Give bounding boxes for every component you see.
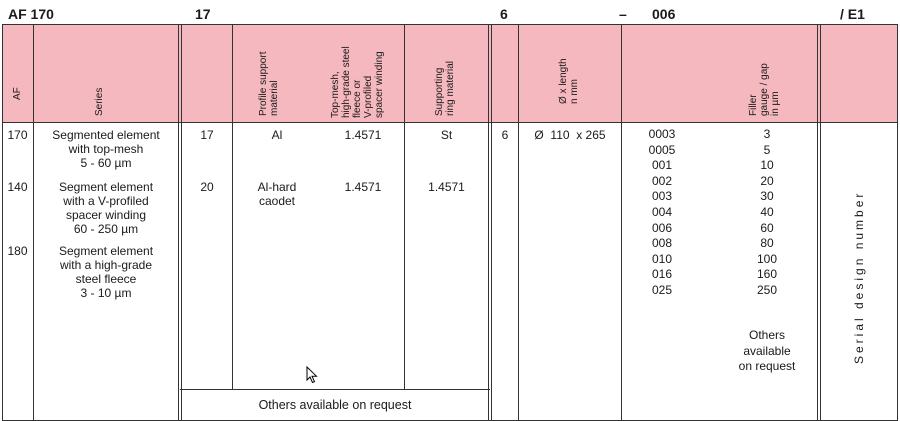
header-supporting-ring: Supporting ring material — [434, 60, 456, 116]
others-available-note: Others available on request — [258, 398, 412, 412]
serial-code-title: / E1 — [840, 6, 865, 22]
series-row-2: Segment element with a V-profiled spacer winding 60 - 250 µm — [58, 180, 154, 236]
filler-value: 3 — [763, 127, 771, 141]
filler-value: 40 — [760, 204, 774, 219]
series-code-20: 20 — [200, 180, 214, 194]
series-code-17: 17 — [200, 128, 214, 142]
filler-code: 002 — [651, 173, 673, 188]
filler-value: 20 — [760, 173, 774, 188]
topmesh-row-1: 1.4571 — [344, 128, 382, 142]
af-value-170: 170 — [7, 128, 28, 142]
filler-value-list — [737, 127, 797, 299]
header-filler-gauge: Filler gauge / gap in µm — [748, 63, 781, 116]
filler-code-title: 006 — [652, 6, 676, 22]
filler-value: 80 — [760, 236, 774, 251]
ring-material-row-2: 1.4571 — [428, 180, 465, 194]
af-value-140: 140 — [7, 180, 28, 194]
header-af: AF — [12, 87, 23, 100]
filler-code: 006 — [651, 220, 673, 235]
filler-code: 016 — [651, 267, 673, 282]
header-series: Series — [94, 87, 105, 116]
series-row-1: Segmented element with top-mesh 5 - 60 µm — [52, 128, 160, 170]
header-diameter-length: Ø x length n mm — [558, 58, 580, 104]
series-row-3: Segment element with a high-grade steel fleece 3 - 10 µm — [58, 244, 154, 300]
filler-value: 10 — [760, 158, 774, 173]
length-dimension: Ø 110 x 265 — [534, 128, 606, 142]
filler-code: 008 — [651, 236, 673, 251]
filler-value: 60 — [760, 220, 774, 235]
filler-code: 025 — [651, 282, 673, 297]
length-code: 6 — [501, 128, 509, 142]
filler-code-list — [630, 127, 694, 299]
af-value-180: 180 — [7, 244, 28, 258]
mouse-cursor-icon — [306, 366, 318, 384]
filler-code: 004 — [651, 204, 673, 219]
serial-design-number-label: Serial design number — [852, 190, 866, 364]
filler-value: 250 — [756, 282, 778, 297]
profile-material-row-1: Al — [271, 128, 283, 142]
header-top-mesh: Top-mesh, high-grade steel fleece or V-profiled spacer winding — [330, 46, 385, 118]
filler-value: 5 — [763, 142, 771, 157]
dash-title: – — [619, 6, 627, 22]
series-code-title: 17 — [195, 6, 211, 22]
filler-value: 160 — [756, 267, 778, 282]
ring-material-row-1: St — [440, 128, 453, 142]
filler-code: 001 — [651, 158, 673, 173]
filler-code: 0003 — [648, 127, 676, 141]
filler-code: 010 — [651, 251, 673, 266]
filler-code: 0005 — [648, 142, 676, 157]
topmesh-row-2: 1.4571 — [344, 180, 382, 194]
filler-value: 100 — [756, 251, 778, 266]
filler-code: 003 — [651, 189, 673, 204]
filler-value: 30 — [760, 189, 774, 204]
profile-material-row-2: Al-hard caodet — [257, 180, 297, 208]
model-title: AF 170 — [8, 6, 54, 22]
length-code-title: 6 — [500, 6, 508, 22]
filler-others-note: Others available on request — [738, 328, 796, 374]
header-profile-support: Profile support material — [258, 51, 280, 116]
